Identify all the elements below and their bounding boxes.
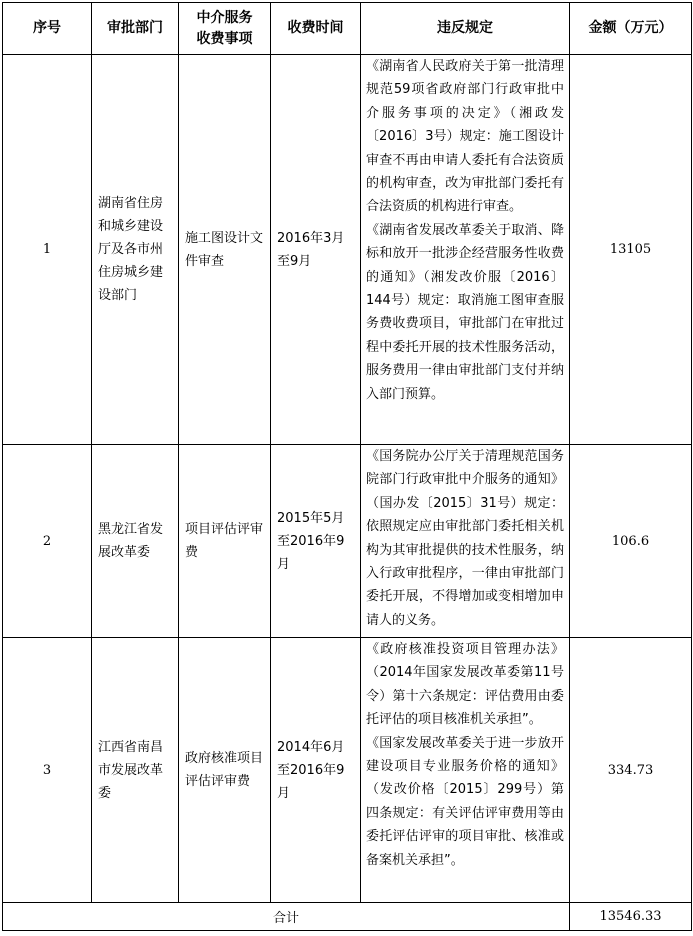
row-period: 2015年5月至2016年9月 (271, 445, 361, 638)
row-dept: 黑龙江省发展改革委 (92, 445, 179, 638)
row-regulation (361, 445, 570, 638)
header-amount: 金额（万元） (570, 3, 692, 55)
row-dept: 江西省南昌市发展改革委 (92, 638, 179, 903)
row-amount: 13105 (570, 55, 692, 445)
total-label: 合计 (3, 903, 570, 931)
regulation-paragraph: 《政府核准投资项目管理办法》（2014年国家发展改革委第11号令）第十六条规定：评估费用由委托评估的项目核准机关承担”。 (366, 642, 564, 728)
regulation-paragraph: 《国家发展改革委关于进一步放开建设项目专业服务价格的通知》（发改价格〔2015〕299号）第四条规定：有关评估评审费用等由委托评估评审的项目审批、核准或备案机关承担”。 (366, 735, 564, 868)
row-index: 1 (3, 55, 92, 445)
row-index: 2 (3, 445, 92, 638)
row-period: 2016年3月至9月 (271, 55, 361, 445)
row-service: 施工图设计文件审查 (179, 55, 271, 445)
regulation-paragraph: 《湖南省发展改革委关于取消、降标和放开一批涉企经营服务性收费的通知》（湘发改价服〔2016〕144号）规定：取消施工图审查服务费收费项目，审批部门在审批过程中委托开展的技术性服务活动，服务费用一律由审批部门支付并纳入部门预算。 (366, 222, 564, 402)
header-dept: 审批部门 (92, 3, 179, 55)
row-regulation (361, 638, 570, 903)
row-index: 3 (3, 638, 92, 903)
header-period: 收费时间 (271, 3, 361, 55)
row-regulation (361, 55, 570, 445)
row-service: 项目评估评审费 (179, 445, 271, 638)
header-index: 序号 (3, 3, 92, 55)
row-period: 2014年6月至2016年9月 (271, 638, 361, 903)
row-amount: 106.6 (570, 445, 692, 638)
table-row (3, 445, 692, 638)
regulation-paragraph: 《国务院办公厅关于清理规范国务院部门行政审批中介服务的通知》（国办发〔2015〕31号）规定：依照规定应由审批部门委托相关机构为其审批提供的技术性服务，纳入行政审批程序，一律由审批部门委托开展，不得增加或变相增加申请人的义务。 (366, 449, 564, 628)
header-regulation: 违反规定 (361, 3, 570, 55)
row-amount: 334.73 (570, 638, 692, 903)
fee-table (2, 2, 692, 931)
regulation-paragraph: 《湖南省人民政府关于第一批清理规范59项省政府部门行政审批中介服务事项的决定》（湘政发〔2016〕3号）规定：施工图设计审查不再由申请人委托有合法资质的机构审查，改为审批部门委托有合法资质的机构进行审查。 (366, 59, 564, 215)
total-row (3, 903, 692, 931)
header-service: 中介服务收费事项 (179, 3, 271, 55)
total-amount: 13546.33 (570, 903, 692, 931)
table-row (3, 55, 692, 445)
row-dept: 湖南省住房和城乡建设厅及各市州住房城乡建设部门 (92, 55, 179, 445)
header-row (3, 3, 692, 55)
row-service: 政府核准项目评估评审费 (179, 638, 271, 903)
table-row (3, 638, 692, 903)
